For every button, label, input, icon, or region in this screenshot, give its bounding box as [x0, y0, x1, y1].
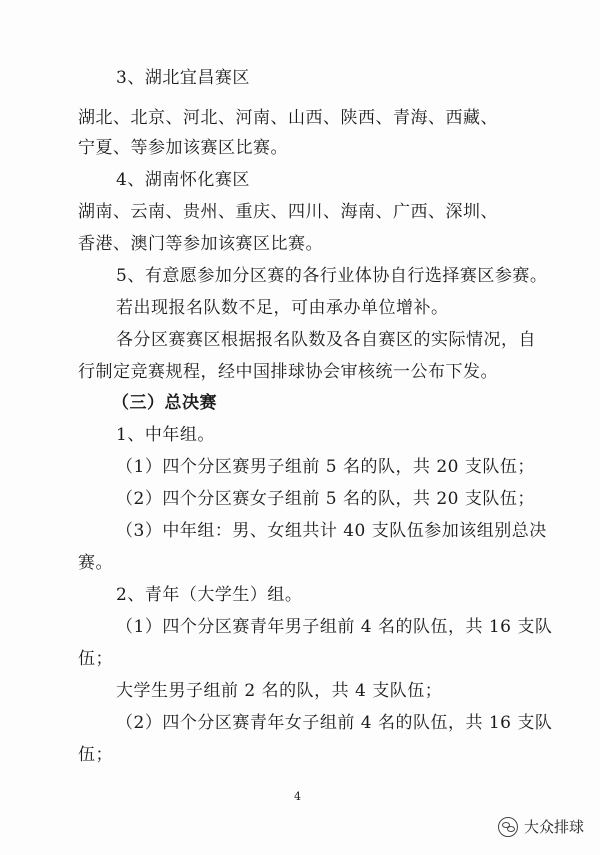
paragraph-line: 赛。: [78, 553, 113, 573]
paragraph-line: 2、青年（大学生）组。: [116, 585, 303, 605]
paragraph-line: 行制定竞赛规程，经中国排球协会审核统一公布下发。: [78, 362, 498, 382]
paragraph-line: 香港、澳门等参加该赛区比赛。: [78, 234, 323, 254]
paragraph-line: 宁夏、等参加该赛区比赛。: [78, 138, 288, 158]
paragraph-line: 各分区赛赛区根据报名队数及各自赛区的实际情况，自: [116, 330, 536, 350]
paragraph-line: （3）中年组：男、女组共计 40 支队伍参加该组别总决: [116, 521, 547, 541]
paragraph-line: （2）四个分区赛青年女子组前 4 名的队伍，共 16 支队: [116, 713, 553, 733]
paragraph-line: （1）四个分区赛男子组前 5 名的队，共 20 支队伍；: [116, 457, 535, 477]
paragraph-line: 伍；: [78, 745, 113, 765]
paragraph-line: 伍；: [78, 649, 113, 669]
watermark-text: 大众排球: [523, 818, 584, 836]
paragraph-line: 1、中年组。: [116, 425, 215, 445]
paragraph-line: 大学生男子组前 2 名的队，共 4 支队伍；: [116, 681, 443, 701]
paragraph-line: 若出现报名队数不足，可由承办单位增补。: [116, 298, 449, 318]
paragraph-line: 湖北、北京、河北、河南、山西、陕西、青海、西藏、: [78, 108, 498, 128]
watermark: [498, 816, 584, 837]
paragraph-line: （2）四个分区赛女子组前 5 名的队，共 20 支队伍；: [116, 489, 535, 509]
paragraph-line: 湖南、云南、贵州、重庆、四川、海南、广西、深圳、: [78, 202, 498, 222]
section-heading: （三）总决赛: [112, 393, 217, 413]
paragraph-line: 5、有意愿参加分区赛的各行业体协自行选择赛区参赛。: [116, 266, 548, 286]
page-number: 4: [294, 790, 301, 803]
paragraph-line: 4、湖南怀化赛区: [116, 170, 250, 190]
paragraph-line: 3、湖北宜昌赛区: [116, 68, 250, 88]
paragraph-line: （1）四个分区赛青年男子组前 4 名的队伍，共 16 支队: [116, 617, 553, 637]
wechat-icon: [498, 817, 518, 837]
